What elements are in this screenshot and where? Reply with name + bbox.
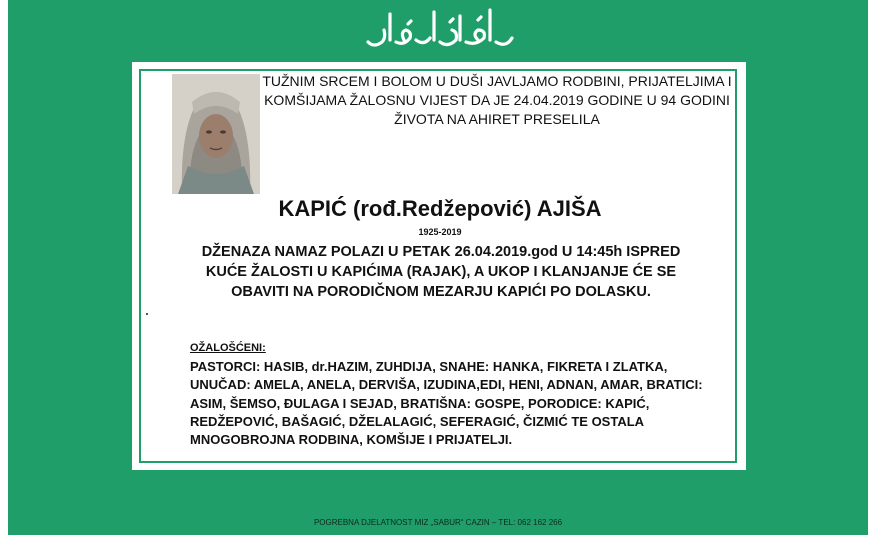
funeral-service-footer: POGREBNA DJELATNOST MIZ „SABUR“ CAZIN – TEL: 062 162 266 bbox=[313, 518, 563, 527]
deceased-photo bbox=[172, 74, 260, 194]
funeral-details: DŽENAZA NAMAZ POLAZI U PETAK 26.04.2019.god U 14:45h ISPRED KUĆE ŽALOSTI U KAPIĆIMA (RAJAK), A UKOP I KLANJANJE ĆE SE OBAVITI NA PORODIČNOM MEZARJU KAPIĆI PO DOLASKU. bbox=[201, 244, 681, 300]
print-speck bbox=[146, 313, 148, 315]
arabic-calligraphy-logo bbox=[360, 2, 520, 52]
mourners-heading: OŽALOŠĆENI: bbox=[190, 342, 266, 354]
mourners-list: PASTORCI: HASIB, dr.HAZIM, ZUHDIJA, SNAHE: HANKA, FIKRETA I ZLATKA, UNUČAD: AMELA, ANELA, DERVIŠA, IZUDINA,EDI, HENI, ADNAN, AMAR, BRATICI: ASIM, ŠEMSO, ĐULAGA I SEJAD, BRATIŠNA: GOSPE, PORODICE: KAPIĆ, REDŽEPOVIĆ, BAŠAGIĆ, DŽELALAGIĆ, SEFERAGIĆ, ČIZMIĆ TE OSTALA MNOGOBROJNA RODBINA, KOMŠIJE I PRIJATELJI. bbox=[190, 359, 703, 448]
announcement-intro: TUŽNIM SRCEM I BOLOM U DUŠI JAVLJAMO RODBINI, PRIJATELJIMA I KOMŠIJAMA ŽALOSNU VIJEST DA JE 24.04.2019 GODINE U 94 GODINI ŽIVOTA NA AHIRET PRESELILA bbox=[262, 73, 732, 127]
deceased-name: KAPIĆ (rođ.Redžepović) AJIŠA bbox=[278, 196, 602, 221]
life-years: 1925-2019 bbox=[418, 227, 462, 237]
